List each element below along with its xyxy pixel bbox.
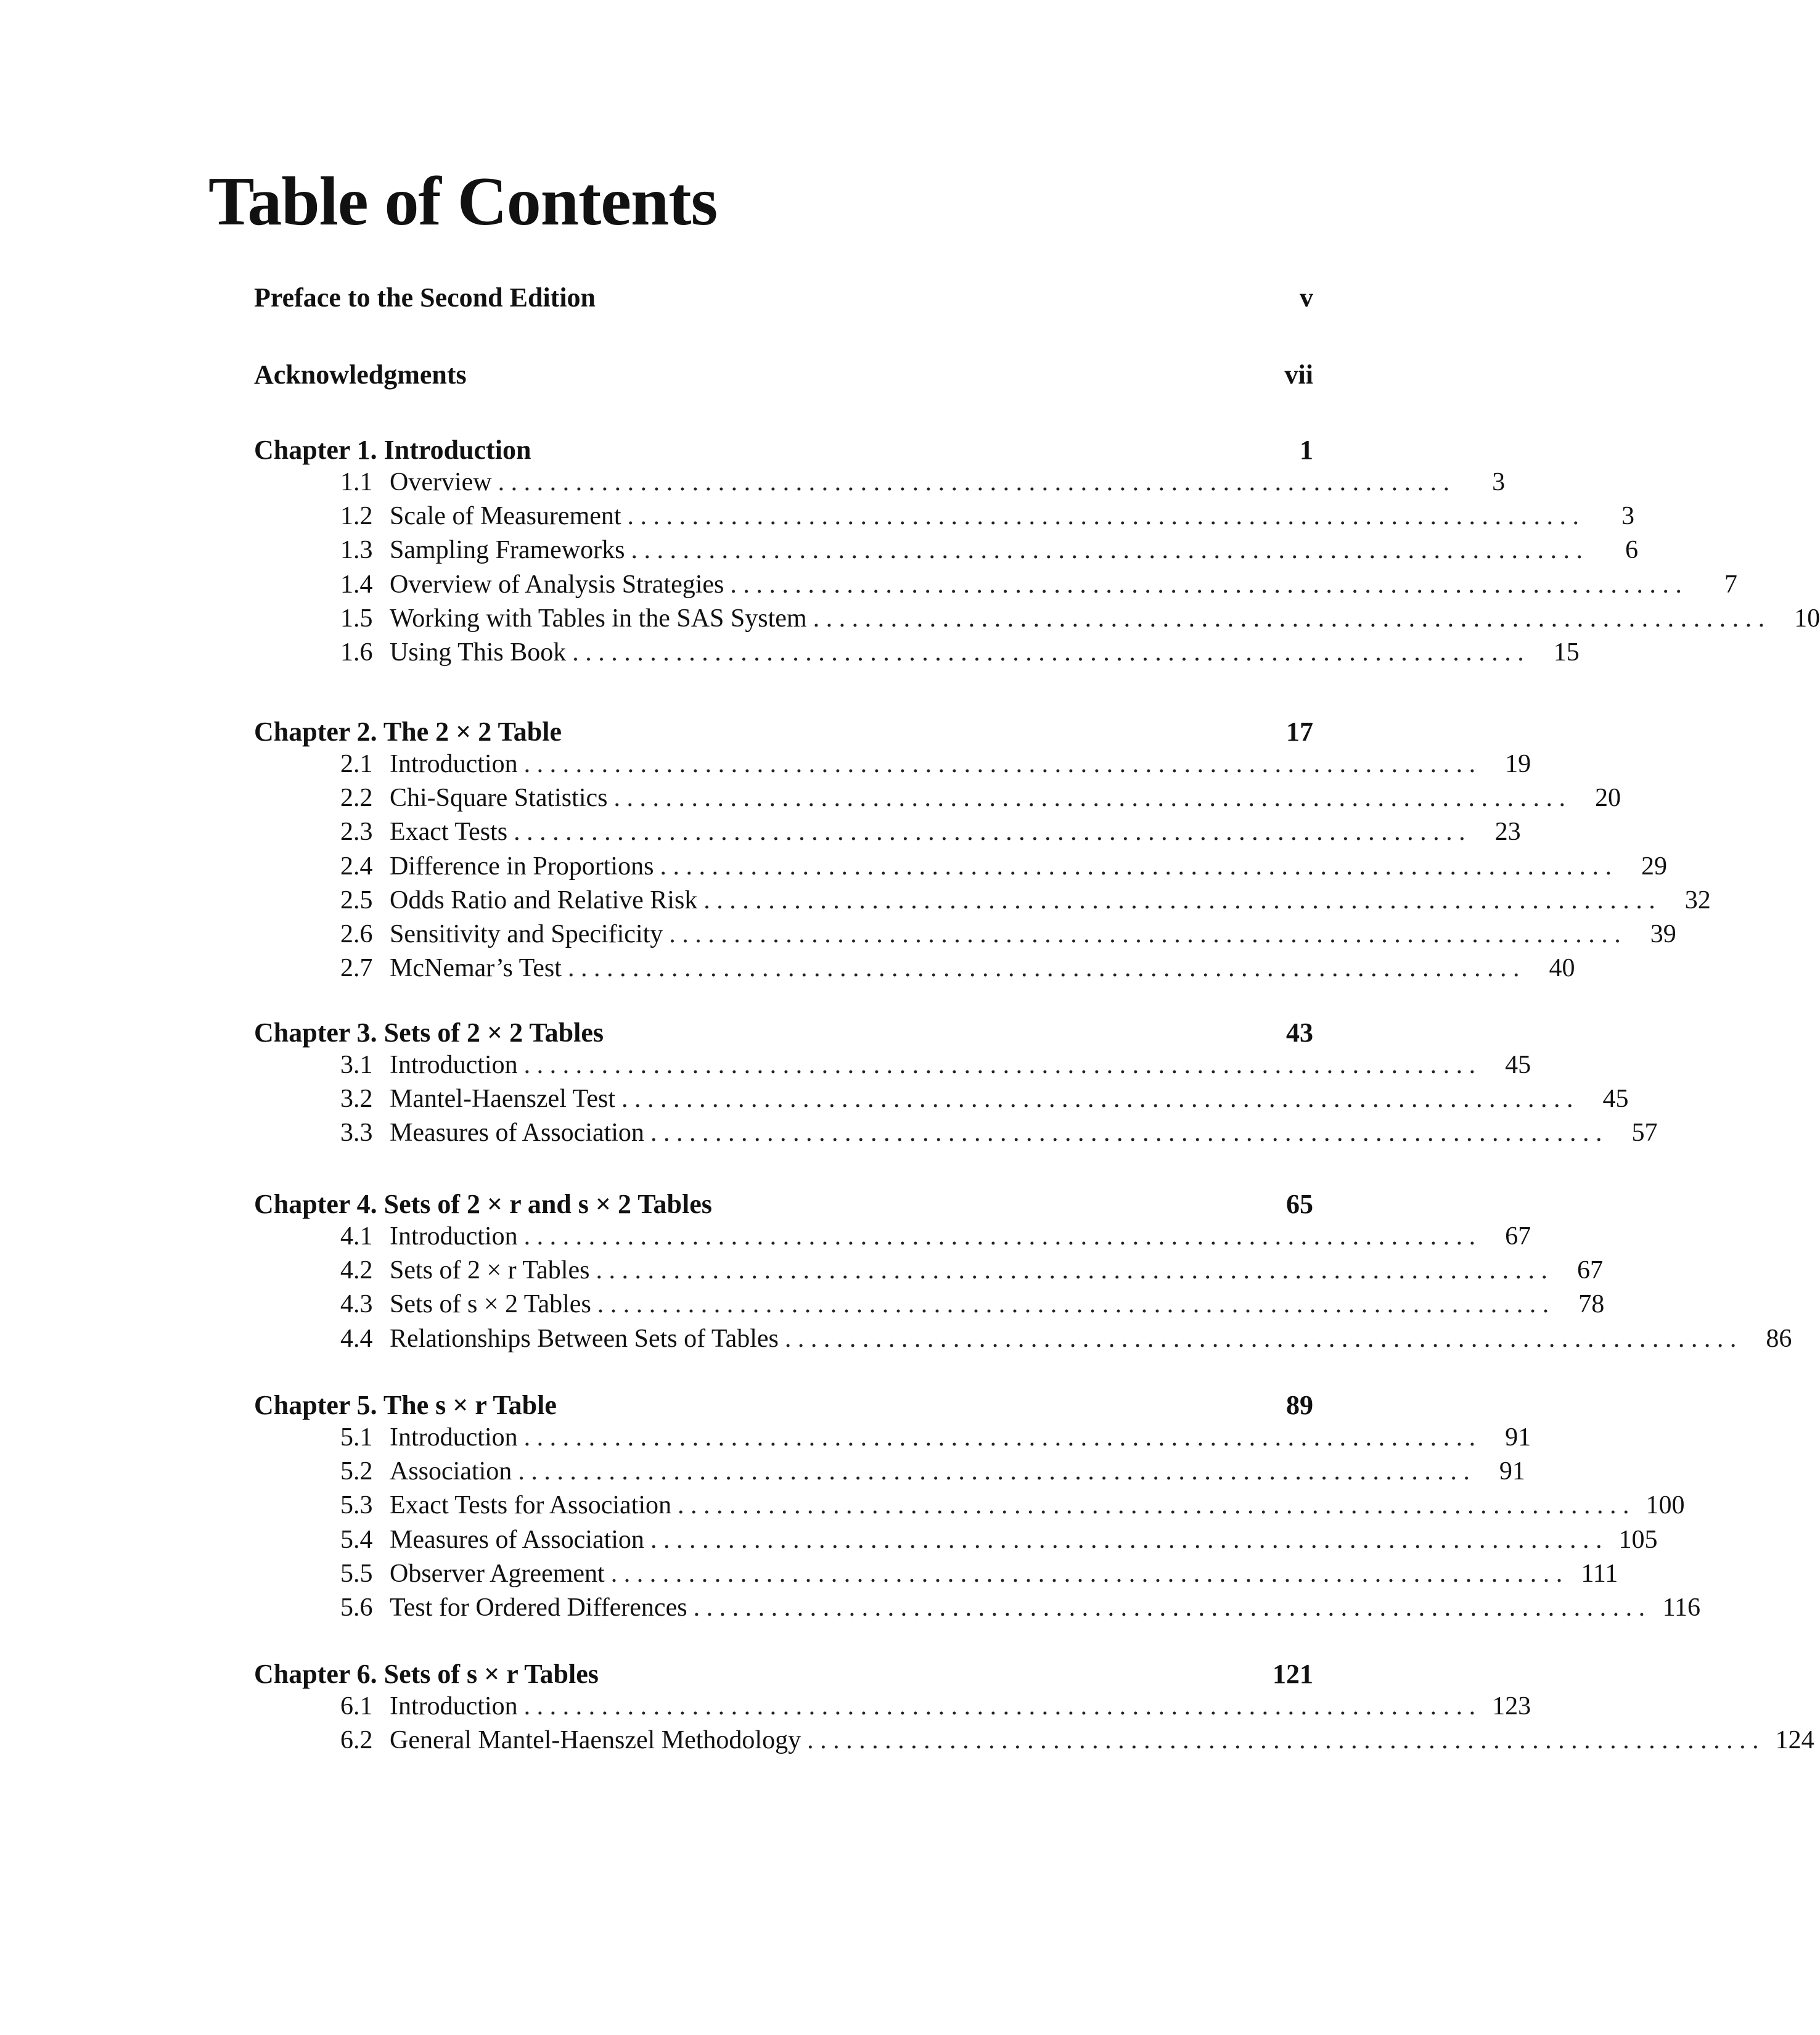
chapter-title: Chapter 2. The 2 × 2 Table (254, 717, 562, 747)
section-page: 10 (1794, 604, 1820, 633)
section-page: 6 (1625, 536, 1638, 565)
section-page: 39 (1650, 919, 1676, 948)
dot-leader: . . . . . . . . . . . . . . . . . . . . . . . . . . . . . . . . . . . . . . . . . . . . . . . . . . . . . . . . . . . . . . . . . . . . . . . . . . (813, 604, 1765, 633)
dot-leader: . . . . . . . . . . . . . . . . . . . . . . . . . . . . . . . . . . . . . . . . . . . . . . . . . . . . . . . . . . . . . . . . . . . . . . . . . . (627, 502, 1580, 531)
section-entry[interactable] (254, 1254, 1603, 1288)
section-page: 91 (1499, 1457, 1525, 1486)
chapter-page: 17 (1286, 717, 1313, 747)
section-entry[interactable] (254, 1591, 1701, 1625)
section-number: 2.3 (340, 818, 373, 847)
section-page: 100 (1646, 1491, 1685, 1520)
page-title: Table of Contents (208, 163, 718, 240)
dot-leader: . . . . . . . . . . . . . . . . . . . . . . . . . . . . . . . . . . . . . . . . . . . . . . . . . . . . . . . . . . . . . . . . . . . . . . . . . . (669, 919, 1621, 948)
section-entry[interactable] (254, 466, 1506, 500)
section-page: 23 (1494, 818, 1521, 847)
chapter-heading[interactable] (254, 1390, 1313, 1421)
front-matter-entry[interactable] (254, 360, 1313, 390)
section-leader-line (390, 815, 1521, 849)
dot-leader: . . . . . . . . . . . . . . . . . . . . . . . . . . . . . . . . . . . . . . . . . . . . . . . . . . . . . . . . . . . . . . . . . . . . . . . . . . (523, 1692, 1476, 1720)
section-number: 5.6 (340, 1593, 373, 1622)
section-number: 1.3 (340, 536, 373, 565)
section-page: 45 (1602, 1085, 1629, 1114)
chapter-page: 121 (1273, 1659, 1313, 1689)
section-entry[interactable] (254, 1523, 1658, 1557)
section-number: 1.4 (340, 570, 373, 599)
section-number: 3.3 (340, 1119, 373, 1148)
chapter-page: 1 (1300, 435, 1313, 465)
section-title: Association (390, 1457, 512, 1486)
section-page: 20 (1594, 784, 1621, 813)
dot-leader: . . . . . . . . . . . . . . . . . . . . . . . . . . . . . . . . . . . . . . . . . . . . . . . . . . . . . . . . . . . . . . . . . . . . . . . . . . (730, 570, 1682, 599)
section-leader-line (390, 1724, 1814, 1758)
chapter-title: Chapter 3. Sets of 2 × 2 Tables (254, 1018, 604, 1048)
section-leader-line (390, 1116, 1658, 1150)
dot-leader: . . . . . . . . . . . . . . . . . . . . . . . . . . . . . . . . . . . . . . . . . . . . . . . . . . . . . . . . . . . . . . . . . . . . . . . . . . (572, 638, 1524, 667)
section-page: 45 (1505, 1051, 1531, 1079)
section-leader-line (390, 850, 1667, 884)
section-entry[interactable] (254, 500, 1635, 533)
chapter-title: Chapter 4. Sets of 2 × r and s × 2 Tables (254, 1189, 712, 1219)
dot-leader: . . . . . . . . . . . . . . . . . . . . . . . . . . . . . . . . . . . . . . . . . . . . . . . . . . . . . . . . . . . . . . . . . . . . . . . . . . (650, 1119, 1602, 1148)
section-page: 57 (1631, 1119, 1658, 1148)
dot-leader: . . . . . . . . . . . . . . . . . . . . . . . . . . . . . . . . . . . . . . . . . . . . . . . . . . . . . . . . . . . . . . . . . . . . . . . . . . (523, 1423, 1476, 1452)
section-page: 105 (1618, 1525, 1658, 1554)
dot-leader: . . . . . . . . . . . . . . . . . . . . . . . . . . . . . . . . . . . . . . . . . . . . . . . . . . . . . . . . . . . . . . . . . . . . . . . . . . (650, 1525, 1602, 1554)
chapter-2 (254, 717, 1711, 985)
front-matter-entry[interactable] (254, 282, 1313, 313)
dot-leader: . . . . . . . . . . . . . . . . . . . . . . . . . . . . . . . . . . . . . . . . . . . . . . . . . . . . . . . . . . . . . . . . . . . . . . . . . . (596, 1256, 1547, 1285)
section-title: Measures of Association (390, 1525, 644, 1554)
section-leader-line (390, 918, 1676, 952)
section-leader-line (390, 884, 1711, 918)
section-title: Introduction (390, 1222, 518, 1251)
section-entry[interactable] (254, 952, 1575, 985)
section-title: Measures of Association (390, 1119, 644, 1148)
section-leader-line (390, 636, 1580, 670)
section-page: 86 (1766, 1324, 1792, 1353)
dot-leader: . . . . . . . . . . . . . . . . . . . . . . . . . . . . . . . . . . . . . . . . . . . . . . . . . . . . . . . . . . . . . . . . . . . . . . . . . . (498, 468, 1450, 496)
section-number: 4.3 (340, 1290, 373, 1319)
dot-leader: . . . . . . . . . . . . . . . . . . . . . . . . . . . . . . . . . . . . . . . . . . . . . . . . . . . . . . . . . . . . . . . . . . . . . . . . . . (621, 1085, 1573, 1114)
chapter-title: Chapter 1. Introduction (254, 435, 531, 465)
section-title: Relationships Between Sets of Tables (390, 1324, 779, 1353)
chapter-4 (254, 1189, 1792, 1356)
section-leader-line (390, 533, 1638, 567)
chapter-page: 43 (1286, 1018, 1313, 1048)
section-number: 2.6 (340, 919, 373, 948)
section-page: 15 (1553, 638, 1580, 667)
section-entry[interactable] (254, 1557, 1618, 1591)
dot-leader: . . . . . . . . . . . . . . . . . . . . . . . . . . . . . . . . . . . . . . . . . . . . . . . . . . . . . . . . . . . . . . . . . . . . . . . . . . (703, 886, 1655, 915)
chapter-6 (254, 1659, 1814, 1758)
section-page: 91 (1505, 1423, 1531, 1452)
section-page: 124 (1775, 1726, 1814, 1755)
section-number: 2.7 (340, 954, 373, 983)
section-page: 3 (1492, 468, 1506, 496)
dot-leader: . . . . . . . . . . . . . . . . . . . . . . . . . . . . . . . . . . . . . . . . . . . . . . . . . . . . . . . . . . . . . . . . . . . . . . . . . . (631, 536, 1583, 565)
section-page: 32 (1684, 886, 1711, 915)
section-page: 67 (1576, 1256, 1603, 1285)
dot-leader: . . . . . . . . . . . . . . . . . . . . . . . . . . . . . . . . . . . . . . . . . . . . . . . . . . . . . . . . . . . . . . . . . . . . . . . . . . (523, 1051, 1476, 1079)
section-title: Odds Ratio and Relative Risk (390, 886, 698, 915)
section-number: 4.1 (340, 1222, 373, 1251)
section-leader-line (390, 1523, 1658, 1557)
section-entry[interactable] (254, 918, 1676, 952)
section-number: 1.5 (340, 604, 373, 633)
section-number: 3.1 (340, 1051, 373, 1079)
section-number: 4.2 (340, 1256, 373, 1285)
section-leader-line (390, 1489, 1685, 1523)
section-title: Test for Ordered Differences (390, 1593, 687, 1622)
section-title: Observer Agreement (390, 1559, 605, 1588)
section-number: 6.2 (340, 1726, 373, 1755)
section-leader-line (390, 1455, 1525, 1489)
section-page: 3 (1621, 502, 1635, 531)
section-title: Working with Tables in the SAS System (390, 604, 807, 633)
section-entry[interactable] (254, 1082, 1629, 1116)
section-title: Mantel-Haenszel Test (390, 1085, 615, 1114)
dot-leader: . . . . . . . . . . . . . . . . . . . . . . . . . . . . . . . . . . . . . . . . . . . . . . . . . . . . . . . . . . . . . . . . . . . . . . . . . . (597, 1290, 1549, 1319)
chapter-heading[interactable] (254, 435, 1313, 466)
section-title: Difference in Proportions (390, 852, 654, 881)
section-entry[interactable] (254, 1421, 1531, 1455)
dot-leader: . . . . . . . . . . . . . . . . . . . . . . . . . . . . . . . . . . . . . . . . . . . . . . . . . . . . . . . . . . . . . . . . . . . . . . . . . . (784, 1324, 1737, 1353)
section-entry[interactable] (254, 533, 1638, 567)
section-number: 5.4 (340, 1525, 373, 1554)
section-page: 78 (1578, 1290, 1605, 1319)
section-entry[interactable] (254, 1724, 1814, 1758)
section-number: 5.2 (340, 1457, 373, 1486)
dot-leader: . . . . . . . . . . . . . . . . . . . . . . . . . . . . . . . . . . . . . . . . . . . . . . . . . . . . . . . . . . . . . . . . . . . . . . . . . . (518, 1457, 1470, 1486)
section-leader-line (390, 1421, 1531, 1455)
section-entry[interactable] (254, 850, 1667, 884)
chapter-page: 65 (1286, 1189, 1313, 1219)
section-leader-line (390, 781, 1621, 815)
entry-page: v (1300, 282, 1313, 313)
section-number: 1.1 (340, 468, 373, 496)
section-entry[interactable] (254, 815, 1521, 849)
entry-title: Acknowledgments (254, 360, 467, 390)
dot-leader: . . . . . . . . . . . . . . . . . . . . . . . . . . . . . . . . . . . . . . . . . . . . . . . . . . . . . . . . . . . . . . . . . . . . . . . . . . (610, 1559, 1563, 1588)
section-number: 2.2 (340, 784, 373, 813)
section-title: Introduction (390, 1692, 518, 1720)
section-leader-line (390, 1254, 1603, 1288)
section-page: 123 (1492, 1692, 1531, 1720)
section-page: 111 (1581, 1559, 1618, 1588)
section-leader-line (390, 602, 1820, 636)
section-title: Using This Book (390, 638, 567, 667)
section-entry[interactable] (254, 568, 1737, 602)
section-title: Sets of s × 2 Tables (390, 1290, 591, 1319)
chapter-heading[interactable] (254, 1189, 1313, 1220)
section-leader-line (390, 568, 1737, 602)
section-title: Overview of Analysis Strategies (390, 570, 724, 599)
dot-leader: . . . . . . . . . . . . . . . . . . . . . . . . . . . . . . . . . . . . . . . . . . . . . . . . . . . . . . . . . . . . . . . . . . . . . . . . . . (693, 1593, 1646, 1622)
dot-leader: . . . . . . . . . . . . . . . . . . . . . . . . . . . . . . . . . . . . . . . . . . . . . . . . . . . . . . . . . . . . . . . . . . . . . . . . . . (678, 1491, 1629, 1520)
section-leader-line (390, 466, 1506, 500)
chapter-5 (254, 1390, 1701, 1625)
chapter-3 (254, 1018, 1658, 1151)
section-entry[interactable] (254, 1288, 1605, 1322)
section-number: 5.1 (340, 1423, 373, 1452)
section-entry[interactable] (254, 781, 1621, 815)
section-page: 116 (1662, 1593, 1701, 1622)
section-number: 3.2 (340, 1085, 373, 1114)
section-leader-line (390, 1220, 1531, 1254)
section-entry[interactable] (254, 1455, 1525, 1489)
section-leader-line (390, 1082, 1629, 1116)
section-number: 2.5 (340, 886, 373, 915)
section-leader-line (390, 1322, 1792, 1356)
dot-leader: . . . . . . . . . . . . . . . . . . . . . . . . . . . . . . . . . . . . . . . . . . . . . . . . . . . . . . . . . . . . . . . . . . . . . . . . . . (660, 852, 1612, 881)
front-matter-heading (254, 360, 1313, 390)
section-leader-line (390, 747, 1531, 781)
section-number: 4.4 (340, 1324, 373, 1353)
section-title: Chi-Square Statistics (390, 784, 608, 813)
section-page: 67 (1505, 1222, 1531, 1251)
section-title: Introduction (390, 1423, 518, 1452)
section-number: 2.4 (340, 852, 373, 881)
chapter-title: Chapter 6. Sets of s × r Tables (254, 1659, 599, 1689)
section-entry[interactable] (254, 1489, 1685, 1523)
section-number: 6.1 (340, 1692, 373, 1720)
section-leader-line (390, 500, 1635, 533)
section-leader-line (390, 1591, 1701, 1625)
dot-leader: . . . . . . . . . . . . . . . . . . . . . . . . . . . . . . . . . . . . . . . . . . . . . . . . . . . . . . . . . . . . . . . . . . . . . . . . . . (523, 1222, 1476, 1251)
section-title: Exact Tests (390, 818, 508, 847)
section-title: Overview (390, 468, 492, 496)
section-entry[interactable] (254, 602, 1820, 636)
dot-leader: . . . . . . . . . . . . . . . . . . . . . . . . . . . . . . . . . . . . . . . . . . . . . . . . . . . . . . . . . . . . . . . . . . . . . . . . . . (613, 784, 1565, 813)
chapter-title: Chapter 5. The s × r Table (254, 1390, 557, 1420)
section-entry[interactable] (254, 636, 1580, 670)
section-title: Sensitivity and Specificity (390, 919, 663, 948)
dot-leader: . . . . . . . . . . . . . . . . . . . . . . . . . . . . . . . . . . . . . . . . . . . . . . . . . . . . . . . . . . . . . . . . . . . . . . . . . . (567, 954, 1520, 983)
section-title: Introduction (390, 1051, 518, 1079)
section-entry[interactable] (254, 1116, 1658, 1150)
entry-title: Preface to the Second Edition (254, 282, 596, 313)
section-title: Sets of 2 × r Tables (390, 1256, 590, 1285)
section-page: 7 (1724, 570, 1737, 599)
section-title: Sampling Frameworks (390, 536, 625, 565)
section-leader-line (390, 1690, 1531, 1724)
section-entry[interactable] (254, 884, 1711, 918)
section-page: 19 (1505, 750, 1531, 778)
entry-page: vii (1284, 360, 1313, 390)
section-title: Scale of Measurement (390, 502, 621, 531)
chapter-1 (254, 435, 1820, 670)
front-matter-heading (254, 282, 1313, 313)
section-leader-line (390, 1048, 1531, 1082)
section-entry[interactable] (254, 747, 1531, 781)
section-number: 5.3 (340, 1491, 373, 1520)
section-entry[interactable] (254, 1690, 1531, 1724)
section-number: 1.6 (340, 638, 373, 667)
section-number: 2.1 (340, 750, 373, 778)
dot-leader: . . . . . . . . . . . . . . . . . . . . . . . . . . . . . . . . . . . . . . . . . . . . . . . . . . . . . . . . . . . . . . . . . . . . . . . . . . (514, 818, 1465, 847)
section-page: 29 (1641, 852, 1667, 881)
section-entry[interactable] (254, 1220, 1531, 1254)
chapter-heading[interactable] (254, 717, 1313, 747)
section-title: Exact Tests for Association (390, 1491, 672, 1520)
section-number: 1.2 (340, 502, 373, 531)
dot-leader: . . . . . . . . . . . . . . . . . . . . . . . . . . . . . . . . . . . . . . . . . . . . . . . . . . . . . . . . . . . . . . . . . . . . . . . . . . (807, 1726, 1759, 1755)
section-entry[interactable] (254, 1048, 1531, 1082)
section-number: 5.5 (340, 1559, 373, 1588)
chapter-page: 89 (1286, 1390, 1313, 1420)
section-leader-line (390, 1557, 1618, 1591)
chapter-heading[interactable] (254, 1018, 1313, 1048)
dot-leader: . . . . . . . . . . . . . . . . . . . . . . . . . . . . . . . . . . . . . . . . . . . . . . . . . . . . . . . . . . . . . . . . . . . . . . . . . . (523, 750, 1476, 778)
section-title: Introduction (390, 750, 518, 778)
section-leader-line (390, 952, 1575, 985)
section-title: McNemar’s Test (390, 954, 562, 983)
section-title: General Mantel-Haenszel Methodology (390, 1726, 801, 1755)
chapter-heading[interactable] (254, 1659, 1313, 1690)
section-entry[interactable] (254, 1322, 1792, 1356)
section-page: 40 (1549, 954, 1575, 983)
section-leader-line (390, 1288, 1605, 1322)
